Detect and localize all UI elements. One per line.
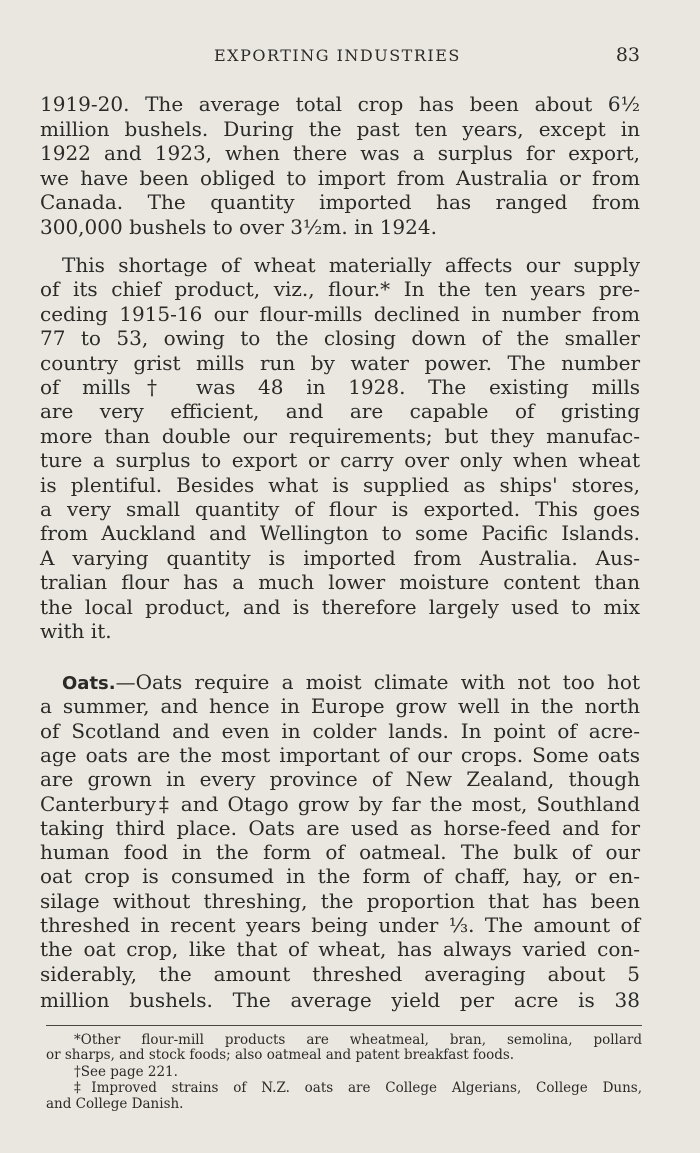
text-line: Canada. The quantity imported has ranged from: [40, 190, 640, 215]
text-line: the local product, and is therefore largely used to mix: [40, 594, 640, 619]
text-line: age oats are the most important of our crops. Some oats: [40, 742, 640, 767]
footnote-line: †See page 221.: [74, 1064, 178, 1080]
text-line: is plentiful. Besides what is supplied as ships' stores,: [40, 472, 640, 497]
text-line: threshed in recent years being under ⅓. The amount of: [40, 913, 640, 937]
text-line: ture a surplus to export or carry over only when wheat: [40, 448, 640, 473]
text-line: a summer, and hence in Europe grow well in the north: [40, 694, 640, 719]
text-line: 1919-20. The average total crop has been about 6½: [40, 92, 640, 116]
footnote-line: and College Danish.: [46, 1096, 184, 1112]
text-line-rest: —Oats require a moist climate with not too hot: [115, 670, 640, 694]
footnote-line: ‡Improved strains of N.Z. oats are College Algerians, College Duns,: [74, 1080, 642, 1096]
footnote-rule: [46, 1025, 642, 1026]
text-line: A varying quantity is imported from Australia. Aus-: [40, 545, 640, 570]
text-line: are very efficient, and are capable of gristing: [40, 399, 640, 424]
page-number: 83: [615, 44, 640, 66]
text-line: siderably, the amount threshed averaging about 5: [40, 961, 640, 986]
text-line: the oat crop, like that of wheat, has always varied con-: [40, 937, 640, 962]
text-line: more than double our requirements; but they manufac-: [40, 423, 640, 448]
text-line: a very small quantity of flour is exported. This goes: [40, 497, 640, 521]
text-line: 300,000 bushels to over 3½m. in 1924.: [40, 215, 437, 239]
text-line: tralian flour has a much lower moisture content than: [40, 570, 640, 595]
text-line: of Scotland and even in colder lands. In point of acre-: [40, 718, 640, 743]
text-line: we have been obliged to import from Australia or from: [40, 165, 640, 190]
text-line: ceding 1915-16 our flour-mills declined in number from: [40, 301, 640, 326]
text-line: 77 to 53, owing to the closing down of the smaller: [40, 326, 640, 351]
text-line: with it.: [40, 619, 112, 643]
text-line: of its chief product, viz., flour.* In the ten years pre-: [40, 277, 640, 302]
running-head: [40, 46, 640, 70]
text-line: oat crop is consumed in the form of chaff, hay, or en-: [40, 864, 640, 889]
footnote-line: *Other flour-mill products are wheatmeal, bran, semolina, pollard: [74, 1032, 642, 1048]
section-heading-oats: Oats.: [62, 673, 116, 694]
text-line: country grist mills run by water power. The number: [40, 350, 640, 375]
text-line: from Auckland and Wellington to some Pacific Islands.: [40, 521, 640, 546]
text-line: 1922 and 1923, when there was a surplus for export,: [40, 141, 640, 166]
text-line: taking third place. Oats are used as horse-feed and for: [40, 815, 640, 840]
text-line: [62, 670, 640, 694]
text-line: of mills† was 48 in 1928. The existing mills: [40, 375, 640, 399]
text-line: million bushels. During the past ten years, except in: [40, 116, 640, 141]
running-title: EXPORTING INDUSTRIES: [214, 46, 461, 65]
text-line: million bushels. The average yield per acre is 38: [40, 988, 640, 1012]
text-line: silage without threshing, the proportion that has been: [40, 888, 640, 913]
text-line: human food in the form of oatmeal. The bulk of our: [40, 840, 640, 865]
text-line: This shortage of wheat materially affects our supply: [62, 253, 640, 277]
footnote-line: or sharps, and stock foods; also oatmeal and patent breakfast foods.: [46, 1047, 515, 1063]
text-line: Canterbury‡ and Otago grow by far the most, Southland: [40, 791, 640, 816]
text-line: are grown in every province of New Zealand, though: [40, 767, 640, 792]
